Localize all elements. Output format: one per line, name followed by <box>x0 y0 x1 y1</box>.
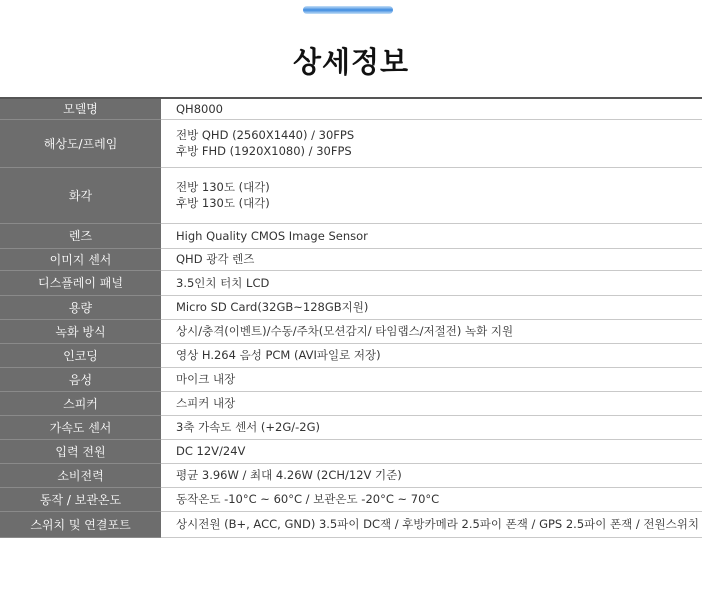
spec-row <box>0 319 702 343</box>
spec-value-line: 상시/충격(이벤트)/수동/주차(모션감지/ 타임랩스/저절전) 녹화 지원 <box>176 324 514 338</box>
spec-value <box>161 511 702 537</box>
spec-value <box>161 98 702 119</box>
spec-label: 소비전력 <box>0 463 161 487</box>
spec-label: 가속도 센서 <box>0 415 161 439</box>
spec-label: 렌즈 <box>0 223 161 248</box>
spec-value <box>161 223 702 248</box>
spec-row <box>0 463 702 487</box>
spec-value <box>161 319 702 343</box>
spec-row <box>0 391 702 415</box>
spec-value-line: 마이크 내장 <box>176 372 236 386</box>
spec-value-line: 3.5인치 터치 LCD <box>176 275 270 290</box>
spec-row <box>0 487 702 511</box>
spec-value <box>161 367 702 391</box>
spec-value-line: 후방 FHD (1920X1080) / 30FPS <box>176 144 352 158</box>
spec-label: 용량 <box>0 295 161 319</box>
spec-table <box>0 97 702 538</box>
spec-value-line: 평균 3.96W / 최대 4.26W (2CH/12V 기준) <box>176 468 402 482</box>
spec-value-line: 전방 130도 (대각) <box>176 180 270 194</box>
spec-value <box>161 415 702 439</box>
spec-label: 동작 / 보관온도 <box>0 487 161 511</box>
spec-row <box>0 167 702 223</box>
spec-label: 스피커 <box>0 391 161 415</box>
spec-label: 이미지 센서 <box>0 248 161 270</box>
spec-label: 해상도/프레임 <box>0 119 161 167</box>
spec-row <box>0 511 702 537</box>
spec-row <box>0 367 702 391</box>
spec-row <box>0 343 702 367</box>
spec-value-line: 동작온도 -10°C ~ 60°C / 보관온도 -20°C ~ 70°C <box>176 492 440 506</box>
spec-table-body <box>0 98 702 537</box>
spec-value-line: 3축 가속도 센서 (+2G/-2G) <box>176 420 321 434</box>
spec-value-line: 상시전원 (B+, ACC, GND) 3.5파이 DC잭 / 후방카메라 2.5파이 폰잭 / GPS 2.5파이 폰잭 / 전원스위치 <box>176 517 699 531</box>
spec-value-line: 전방 QHD (2560X1440) / 30FPS <box>176 128 355 142</box>
spec-value <box>161 167 702 223</box>
spec-value <box>161 295 702 319</box>
spec-label: 모델명 <box>0 98 161 119</box>
spec-value-line: 스피커 내장 <box>176 396 236 410</box>
spec-value <box>161 391 702 415</box>
spec-label: 녹화 방식 <box>0 319 161 343</box>
spec-value-line: Micro SD Card(32GB~128GB지원) <box>176 300 369 314</box>
spec-value-line: QH8000 <box>176 101 223 116</box>
spec-label: 스위치 및 연결포트 <box>0 511 161 537</box>
spec-value-line: High Quality CMOS Image Sensor <box>176 228 368 243</box>
spec-value <box>161 463 702 487</box>
spec-value <box>161 119 702 167</box>
spec-label: 인코딩 <box>0 343 161 367</box>
spec-value <box>161 439 702 463</box>
spec-label: 디스플레이 패널 <box>0 270 161 295</box>
spec-value <box>161 270 702 295</box>
spec-label: 화각 <box>0 167 161 223</box>
spec-value <box>161 248 702 270</box>
spec-row <box>0 98 702 119</box>
spec-value-line: QHD 광각 렌즈 <box>176 252 255 266</box>
spec-value <box>161 487 702 511</box>
spec-row <box>0 295 702 319</box>
spec-row <box>0 119 702 167</box>
spec-row <box>0 415 702 439</box>
spec-row <box>0 248 702 270</box>
spec-value-line: 영상 H.264 음성 PCM (AVI파일로 저장) <box>176 348 381 362</box>
spec-value-line: 후방 130도 (대각) <box>176 196 270 210</box>
spec-label: 음성 <box>0 367 161 391</box>
spec-row <box>0 439 702 463</box>
title-accent-bar <box>303 6 393 14</box>
spec-row <box>0 223 702 248</box>
spec-label: 입력 전원 <box>0 439 161 463</box>
spec-value-line: DC 12V/24V <box>176 444 246 458</box>
page-title: 상세정보 <box>292 45 410 79</box>
spec-value <box>161 343 702 367</box>
spec-row <box>0 270 702 295</box>
